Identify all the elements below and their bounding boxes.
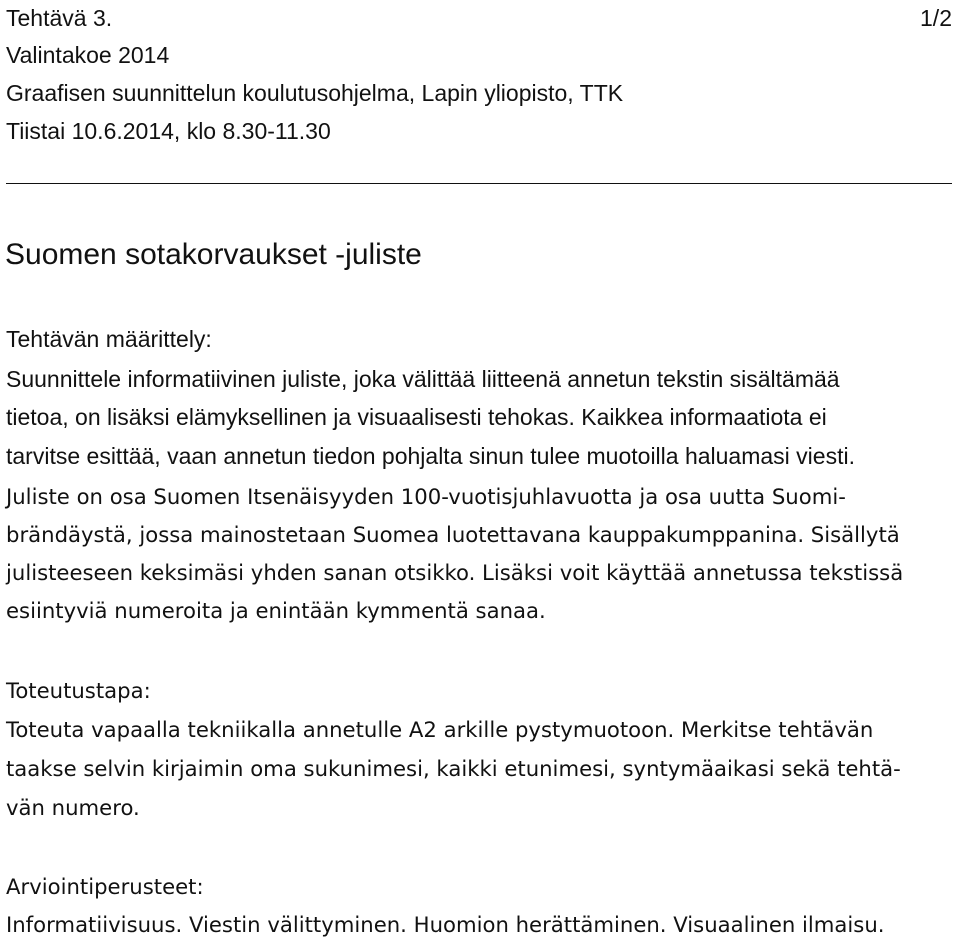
criteria-heading: Arviointiperusteet: bbox=[6, 874, 204, 899]
exam-datetime: Tiistai 10.6.2014, klo 8.30-11.30 bbox=[6, 118, 331, 144]
page-title: Suomen sotakorvaukset -juliste bbox=[5, 238, 422, 271]
header-divider bbox=[6, 183, 952, 184]
definition-line: julisteeseen keksimäsi yhden sanan otsikko. Lisäksi voit käyttää annetussa tekstissä bbox=[6, 560, 904, 585]
implementation-line: taakse selvin kirjaimin oma sukunimesi, kaikki etunimesi, syntymäaikasi sekä tehtä- bbox=[6, 756, 901, 781]
definition-line: esiintyviä numeroita ja enintään kymmentä sanaa. bbox=[6, 598, 546, 623]
program-name: Graafisen suunnittelun koulutusohjelma, Lapin yliopisto, TTK bbox=[6, 80, 624, 106]
definition-line: brändäystä, jossa mainostetaan Suomea luotettavana kauppakumppanina. Sisällytä bbox=[6, 522, 900, 547]
implementation-line: vän numero. bbox=[6, 795, 140, 820]
exam-name: Valintakoe 2014 bbox=[6, 42, 170, 68]
definition-line: Suunnittele informatiivinen juliste, joka välittää liitteenä annetun tekstin sisältämää bbox=[6, 366, 840, 392]
implementation-line: Toteuta vapaalla tekniikalla annetulle A2 arkille pystymuotoon. Merkitse tehtävän bbox=[6, 717, 874, 742]
task-number: Tehtävä 3. bbox=[6, 5, 113, 31]
page-number: 1/2 bbox=[920, 5, 952, 31]
definition-line: Juliste on osa Suomen Itsenäisyyden 100-vuotisjuhlavuotta ja osa uutta Suomi- bbox=[6, 484, 846, 509]
definition-line: tietoa, on lisäksi elämyksellinen ja visuaalisesti tehokas. Kaikkea informaatiota ei bbox=[6, 404, 827, 430]
definition-heading: Tehtävän määrittely: bbox=[6, 326, 212, 352]
criteria-text: Informatiivisuus. Viestin välittyminen. Huomion herättäminen. Visuaalinen ilmaisu. bbox=[6, 912, 885, 937]
implementation-heading: Toteutustapa: bbox=[6, 678, 151, 703]
definition-line: tarvitse esittää, vaan annetun tiedon pohjalta sinun tulee muotoilla haluamasi viesti. bbox=[6, 443, 855, 469]
